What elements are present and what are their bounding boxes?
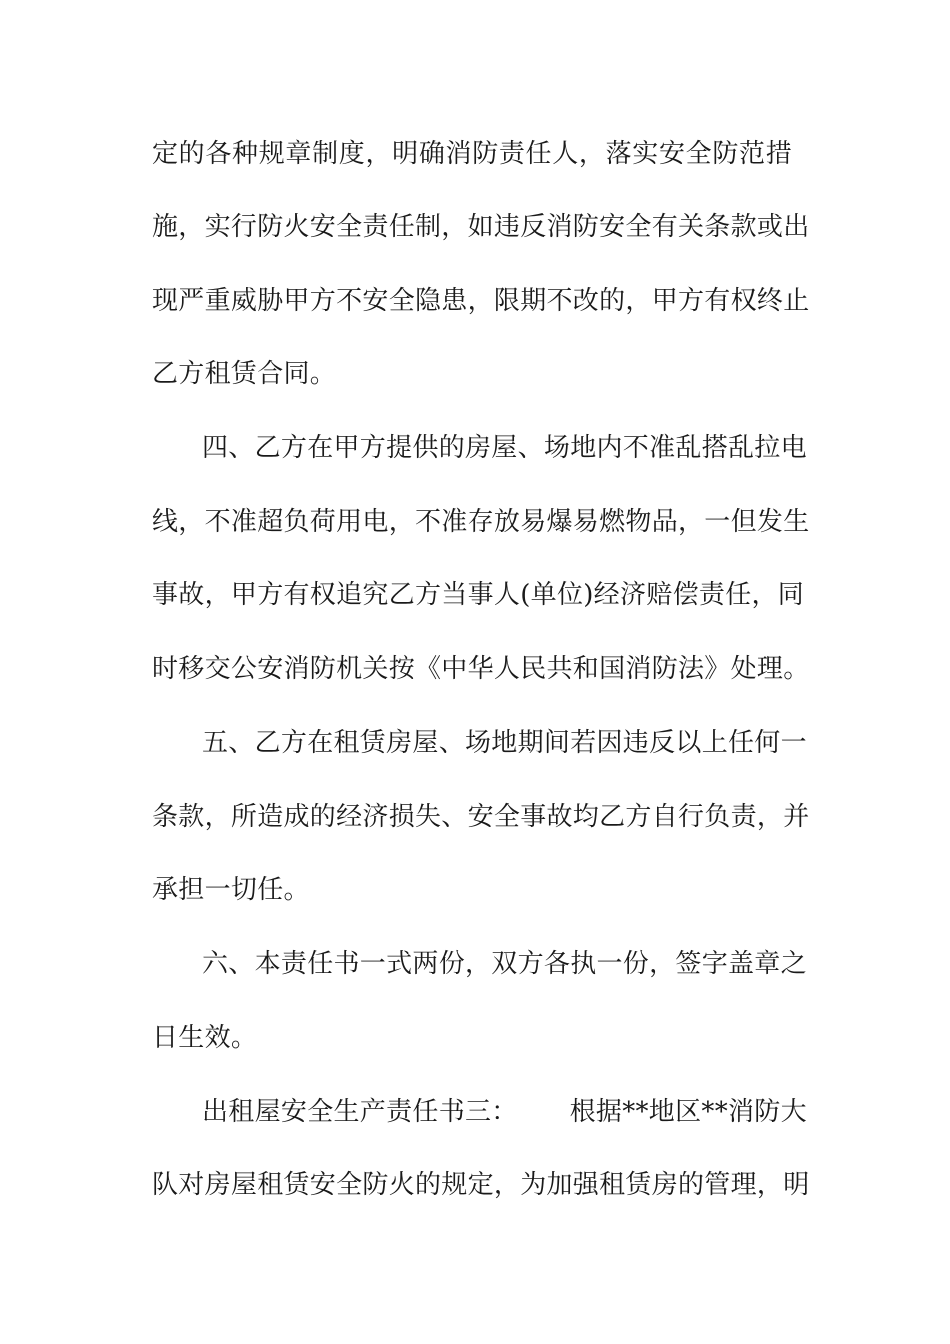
paragraph-line: 乙方租赁合同。 <box>152 359 337 389</box>
section-intro-text: 根据**地区**消防大 <box>569 1097 807 1127</box>
section-heading: 出租屋安全生产责任书三： <box>202 1097 518 1127</box>
paragraph-line: 队对房屋租赁安全防火的规定，为加强租赁房的管理，明 <box>152 1170 810 1200</box>
paragraph-line: 时移交公安消防机关按《中华人民共和国消防法》处理。 <box>152 654 810 684</box>
section-heading-line <box>202 1095 807 1129</box>
paragraph-line-indented: 四、乙方在甲方提供的房屋、场地内不准乱搭乱拉电 <box>202 433 807 463</box>
paragraph-line-indented: 五、乙方在租赁房屋、场地期间若因违反以上任何一 <box>202 728 807 758</box>
paragraph-line: 日生效。 <box>152 1023 258 1053</box>
paragraph-line: 事故，甲方有权追究乙方当事人(单位)经济赔偿责任，同 <box>152 580 805 610</box>
paragraph-line: 定的各种规章制度，明确消防责任人，落实安全防范措 <box>152 139 792 169</box>
paragraph-line: 承担一切任。 <box>152 875 310 905</box>
paragraph-line: 现严重威胁甲方不安全隐患，限期不改的，甲方有权终止 <box>152 286 810 316</box>
paragraph-line: 线，不准超负荷用电，不准存放易爆易燃物品，一但发生 <box>152 507 810 537</box>
paragraph-line: 施，实行防火安全责任制，如违反消防安全有关条款或出 <box>152 212 810 242</box>
paragraph-line: 条款，所造成的经济损失、安全事故均乙方自行负责，并 <box>152 802 810 832</box>
paragraph-line-indented: 六、本责任书一式两份，双方各执一份，签字盖章之 <box>202 949 807 979</box>
